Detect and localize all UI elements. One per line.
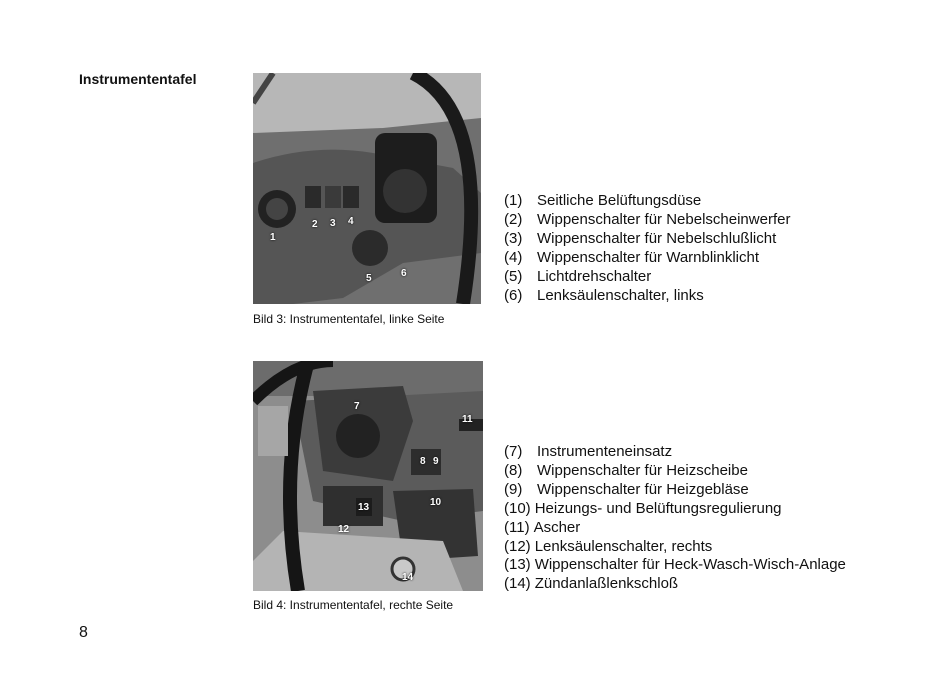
legend-item <box>504 249 790 268</box>
legend-item <box>504 443 846 462</box>
figure2-label-13: 13 <box>358 502 370 513</box>
legend-number: (8) <box>504 461 523 479</box>
figure2-legend <box>504 443 846 594</box>
figure1-legend <box>504 192 790 305</box>
legend-item <box>504 268 790 287</box>
legend-number: (7) <box>504 443 523 460</box>
legend-number: (13) <box>504 556 531 574</box>
legend-number: (6) <box>504 286 523 304</box>
legend-item <box>504 192 790 211</box>
dashboard-right-photo <box>253 361 483 591</box>
figure2-label-12: 12 <box>338 524 350 535</box>
legend-item <box>504 287 790 306</box>
figure1-label-3: 3 <box>330 218 336 229</box>
legend-text: Zündanlaßlenkschloß <box>534 575 679 593</box>
legend-item <box>504 538 846 557</box>
legend-text: Heizungs- und Belüftungsregulierung <box>534 499 782 517</box>
figure2-label-10: 10 <box>430 497 442 508</box>
legend-text: Instrumenteneinsatz <box>537 443 673 460</box>
legend-number: (11) <box>504 518 530 536</box>
figure1-label-5: 5 <box>366 273 372 284</box>
legend-text: Wippenschalter für Heck-Wasch-Wisch-Anlage <box>534 556 846 574</box>
figure1-label-2: 2 <box>312 219 318 230</box>
legend-item <box>504 481 846 500</box>
legend-text: Wippenschalter für Heizscheibe <box>537 461 748 479</box>
figure1-label-4: 4 <box>348 216 354 227</box>
legend-number: (9) <box>504 480 523 498</box>
legend-item <box>504 575 846 594</box>
legend-item <box>504 211 790 230</box>
legend-text: Lichtdrehschalter <box>537 267 652 285</box>
legend-text: Ascher <box>533 518 581 536</box>
legend-number: (4) <box>504 248 523 266</box>
legend-text: Wippenschalter für Heizgebläse <box>537 480 749 498</box>
legend-item <box>504 500 846 519</box>
dashboard-left-photo <box>253 73 481 304</box>
legend-text: Lenksäulenschalter, links <box>537 286 704 304</box>
legend-number: (12) <box>504 537 531 555</box>
legend-item <box>504 230 790 249</box>
figure2-label-11: 11 <box>462 414 473 425</box>
legend-number: (10) <box>504 499 531 517</box>
figure2-caption: Bild 4: Instrumententafel, rechte Seite <box>253 598 454 612</box>
legend-number: (5) <box>504 267 523 285</box>
legend-item <box>504 556 846 575</box>
legend-text: Wippenschalter für Warnblinklicht <box>537 248 760 266</box>
legend-text: Lenksäulenschalter, rechts <box>534 537 713 555</box>
page-title: Instrumententafel <box>79 71 197 87</box>
figure1-label-6: 6 <box>401 268 407 279</box>
figure2-label-8: 8 <box>420 456 426 467</box>
legend-item <box>504 462 846 481</box>
figure1-caption: Bild 3: Instrumententafel, linke Seite <box>253 312 445 326</box>
page-number: 8 <box>79 624 88 641</box>
legend-number: (2) <box>504 210 523 228</box>
figure2-label-14: 14 <box>402 572 414 583</box>
legend-number: (3) <box>504 229 523 247</box>
legend-text: Seitliche Belüftungsdüse <box>537 192 702 209</box>
figure2-label-7: 7 <box>354 401 360 412</box>
legend-item <box>504 519 846 538</box>
legend-text: Wippenschalter für Nebelscheinwerfer <box>537 210 791 228</box>
legend-text: Wippenschalter für Nebelschlußlicht <box>537 229 777 247</box>
figure2-label-9: 9 <box>433 456 439 467</box>
figure1-label-1: 1 <box>270 232 276 243</box>
legend-number: (14) <box>504 575 531 593</box>
legend-number: (1) <box>504 192 523 209</box>
